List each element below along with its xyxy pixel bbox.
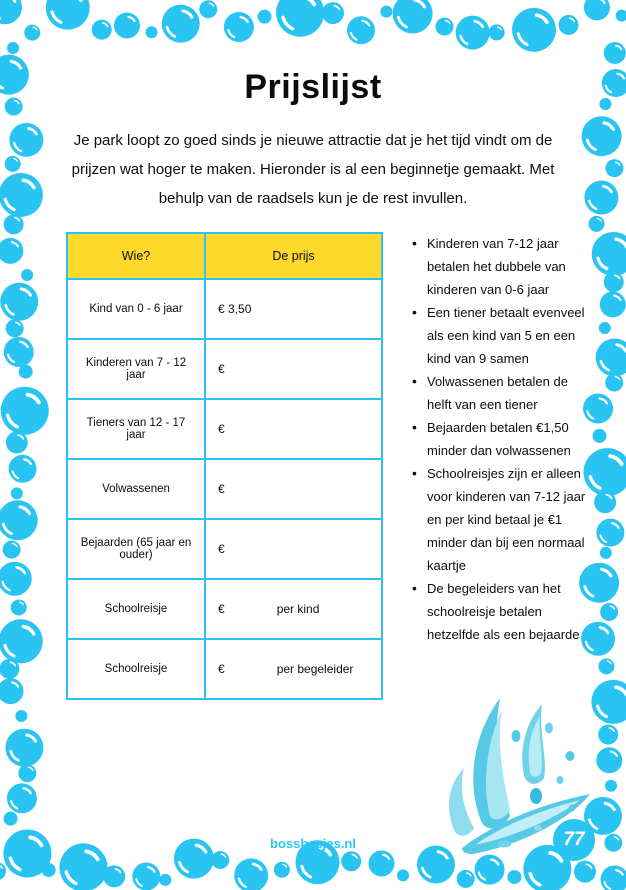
price-cell-blank[interactable] — [205, 339, 382, 399]
price-table-body — [67, 279, 382, 699]
table-header-price: De prijs — [205, 233, 382, 279]
page-number-badge — [553, 819, 595, 861]
clue-item: • Een tiener betaalt evenveel als een kind van 5 en een kind van 9 samen — [410, 301, 586, 370]
price-suffix: per kind — [276, 602, 320, 616]
table-row — [67, 399, 382, 459]
price-suffix: per begeleider — [276, 662, 354, 676]
clue-item: • Kinderen van 7-12 jaar betalen het dubbele van kinderen van 0-6 jaar — [410, 232, 586, 301]
who-cell: Bejaarden (65 jaar en ouder) — [67, 519, 205, 579]
clue-list — [410, 232, 586, 646]
table-header-row — [67, 233, 382, 279]
clue-item: • De begeleiders van het schoolreisje betalen hetzelfde als een bejaarde — [410, 577, 586, 646]
table-row — [67, 639, 382, 699]
price-cell-blank[interactable] — [205, 519, 382, 579]
price-value: € — [218, 542, 225, 556]
page-title: Prijslijst — [244, 68, 382, 106]
price-cell-blank[interactable] — [205, 579, 382, 639]
clue-item: • Volwassenen betalen de helft van een tiener — [410, 370, 586, 416]
price-value: € — [218, 362, 225, 376]
who-cell: Tieners van 12 - 17 jaar — [67, 399, 205, 459]
table-row — [67, 279, 382, 339]
clue-item: • Schoolreisjes zijn er alleen voor kinderen van 7-12 jaar en per kind betaal je €1 minder dan bij een normaal kaartje — [410, 462, 586, 577]
who-cell: Kinderen van 7 - 12 jaar — [67, 339, 205, 399]
price-value: € — [218, 662, 225, 676]
price-table — [66, 232, 383, 700]
who-cell: Volwassenen — [67, 459, 205, 519]
table-row — [67, 579, 382, 639]
price-value: € — [218, 482, 225, 496]
who-cell: Kind van 0 - 6 jaar — [67, 279, 205, 339]
who-cell: Schoolreisje — [67, 639, 205, 699]
table-row — [67, 459, 382, 519]
price-value: € — [218, 602, 225, 616]
price-cell — [205, 279, 382, 339]
price-value: € 3,50 — [218, 302, 252, 316]
table-row — [67, 519, 382, 579]
footer-website: bossbesjes.nl — [270, 836, 356, 851]
price-cell-blank[interactable] — [205, 459, 382, 519]
intro-text: Je park loopt zo goed sinds je nieuwe attractie dat je het tijd vindt om de prijzen wat hoger te maken. Hieronder is al een beginnetje gemaakt. Met behulp van de raadsels kun je de rest invullen. — [71, 132, 555, 207]
table-header-who: Wie? — [67, 233, 205, 279]
price-cell-blank[interactable] — [205, 399, 382, 459]
who-cell: Schoolreisje — [67, 579, 205, 639]
page-number: 77 — [563, 829, 585, 850]
table-row — [67, 339, 382, 399]
price-cell-blank[interactable] — [205, 639, 382, 699]
price-value: € — [218, 422, 225, 436]
clue-item: • Bejaarden betalen €1,50 minder dan volwassenen — [410, 416, 586, 462]
